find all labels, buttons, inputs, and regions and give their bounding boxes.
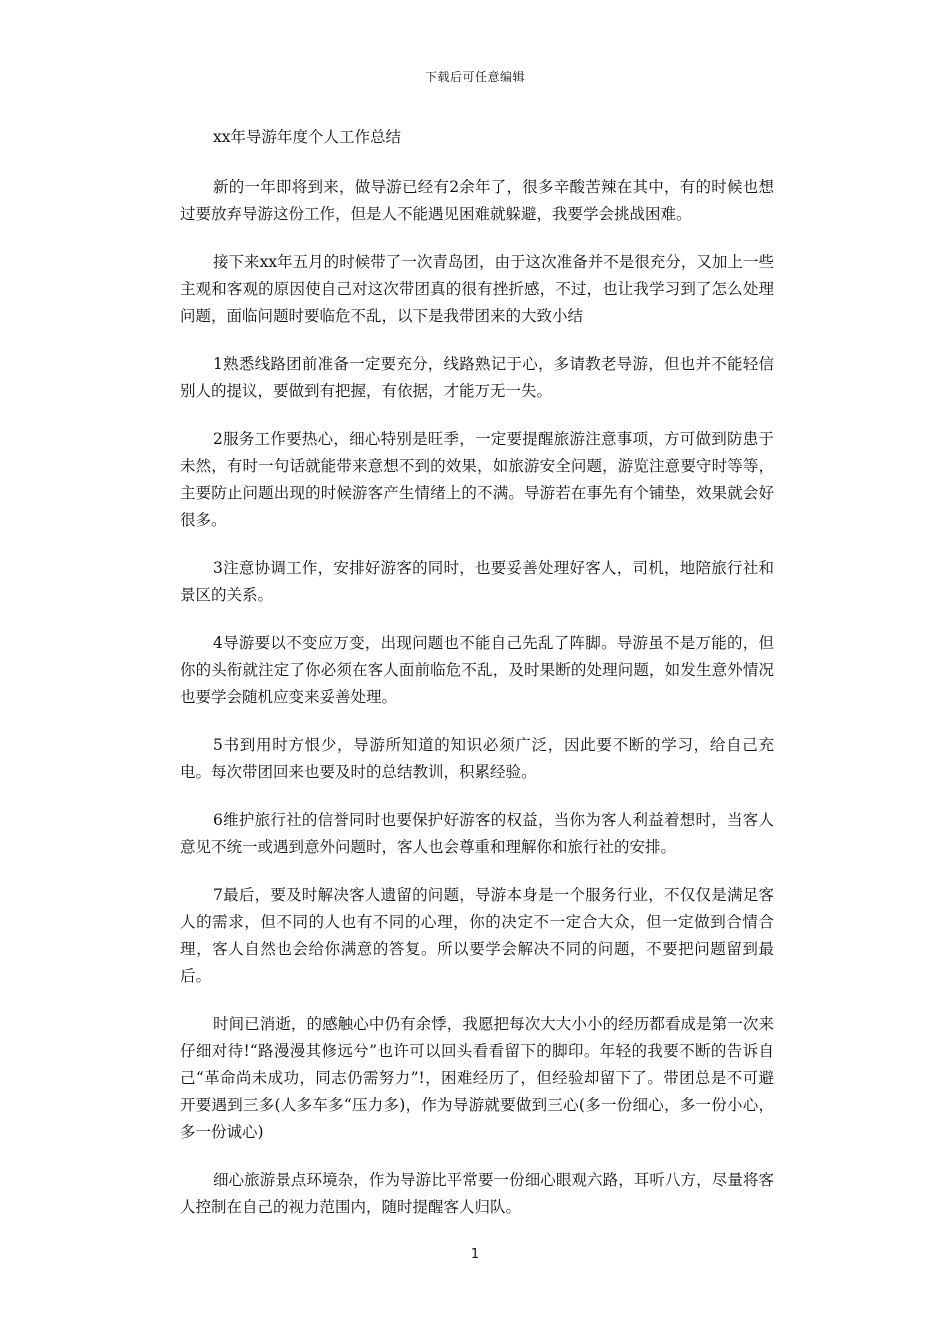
paragraph-point-1: 1熟悉线路团前准备一定要充分，线路熟记于心，多请教老导游，但也并不能轻信别人的提议，要做到有把握，有依据，才能万无一失。 xyxy=(180,355,774,400)
document-title: xx年导游年度个人工作总结 xyxy=(213,128,401,146)
paragraph-point-6: 6维护旅行社的信誉同时也要保护好游客的权益，当你为客人利益着想时，当客人意见不统一或遇到意外问题时，客人也会尊重和理解你和旅行社的安排。 xyxy=(180,811,774,856)
document-body xyxy=(180,124,774,1242)
paragraph-point-5: 5书到用时方恨少，导游所知道的知识必须广泛，因此要不断的学习，给自己充电。每次带团回来也要及时的总结教训，积累经验。 xyxy=(180,736,774,781)
page-number: 1 xyxy=(470,1247,480,1262)
paragraph-point-2: 2服务工作要热心，细心特别是旺季，一定要提醒旅游注意事项，方可做到防患于未然，有时一句话就能带来意想不到的效果，如旅游安全问题，游览注意要守时等等，主要防止问题出现的时候游客产生情绪上的不满。导游若在事先有个铺垫，效果就会好很多。 xyxy=(180,430,774,529)
paragraph-reflection: 时间已消逝，的感触心中仍有余悸，我愿把每次大大小小的经历都看成是第一次来仔细对待!“路漫漫其修远兮”也许可以回头看看留下的脚印。年轻的我要不断的告诉自己“革命尚未成功，同志仍需努力”!，困难经历了，但经验却留下了。带团总是不可避开要遇到三多(人多车多“压力多)，作为导游就要做到三心(多一份细心，多一份小心，多一份诚心) xyxy=(180,1015,774,1141)
paragraph-point-4: 4导游要以不变应万变，出现问题也不能自己先乱了阵脚。导游虽不是万能的，但你的头衔就注定了你必须在客人面前临危不乱，及时果断的处理问题，如发生意外情况也要学会随机应变来妥善处理。 xyxy=(180,634,774,706)
paragraph-careful: 细心旅游景点环境杂，作为导游比平常要一份细心眼观六路，耳听八方，尽量将客人控制在自己的视力范围内，随时提醒客人归队。 xyxy=(180,1171,774,1216)
paragraph-qingdao-tour: 接下来xx年五月的时候带了一次青岛团，由于这次准备并不是很充分，又加上一些主观和客观的原因使自己对这次带团真的很有挫折感，不过，也让我学习到了怎么处理问题，面临问题时要临危不乱，以下是我带团来的大致小结 xyxy=(180,253,774,325)
header-note: 下载后可任意编辑 xyxy=(424,70,525,84)
paragraph-point-7: 7最后，要及时解决客人遗留的问题，导游本身是一个服务行业，不仅仅是满足客人的需求，但不同的人也有不同的心理，你的决定不一定合大众，但一定做到合情合理，客人自然也会给你满意的答复。所以要学会解决不同的问题，不要把问题留到最后。 xyxy=(180,886,774,985)
paragraph-point-3: 3注意协调工作，安排好游客的同时，也要妥善处理好客人，司机，地陪旅行社和景区的关系。 xyxy=(180,559,774,604)
paragraph-intro: 新的一年即将到来，做导游已经有2余年了，很多辛酸苦辣在其中，有的时候也想过要放弃导游这份工作，但是人不能遇见困难就躲避，我要学会挑战困难。 xyxy=(180,178,774,223)
